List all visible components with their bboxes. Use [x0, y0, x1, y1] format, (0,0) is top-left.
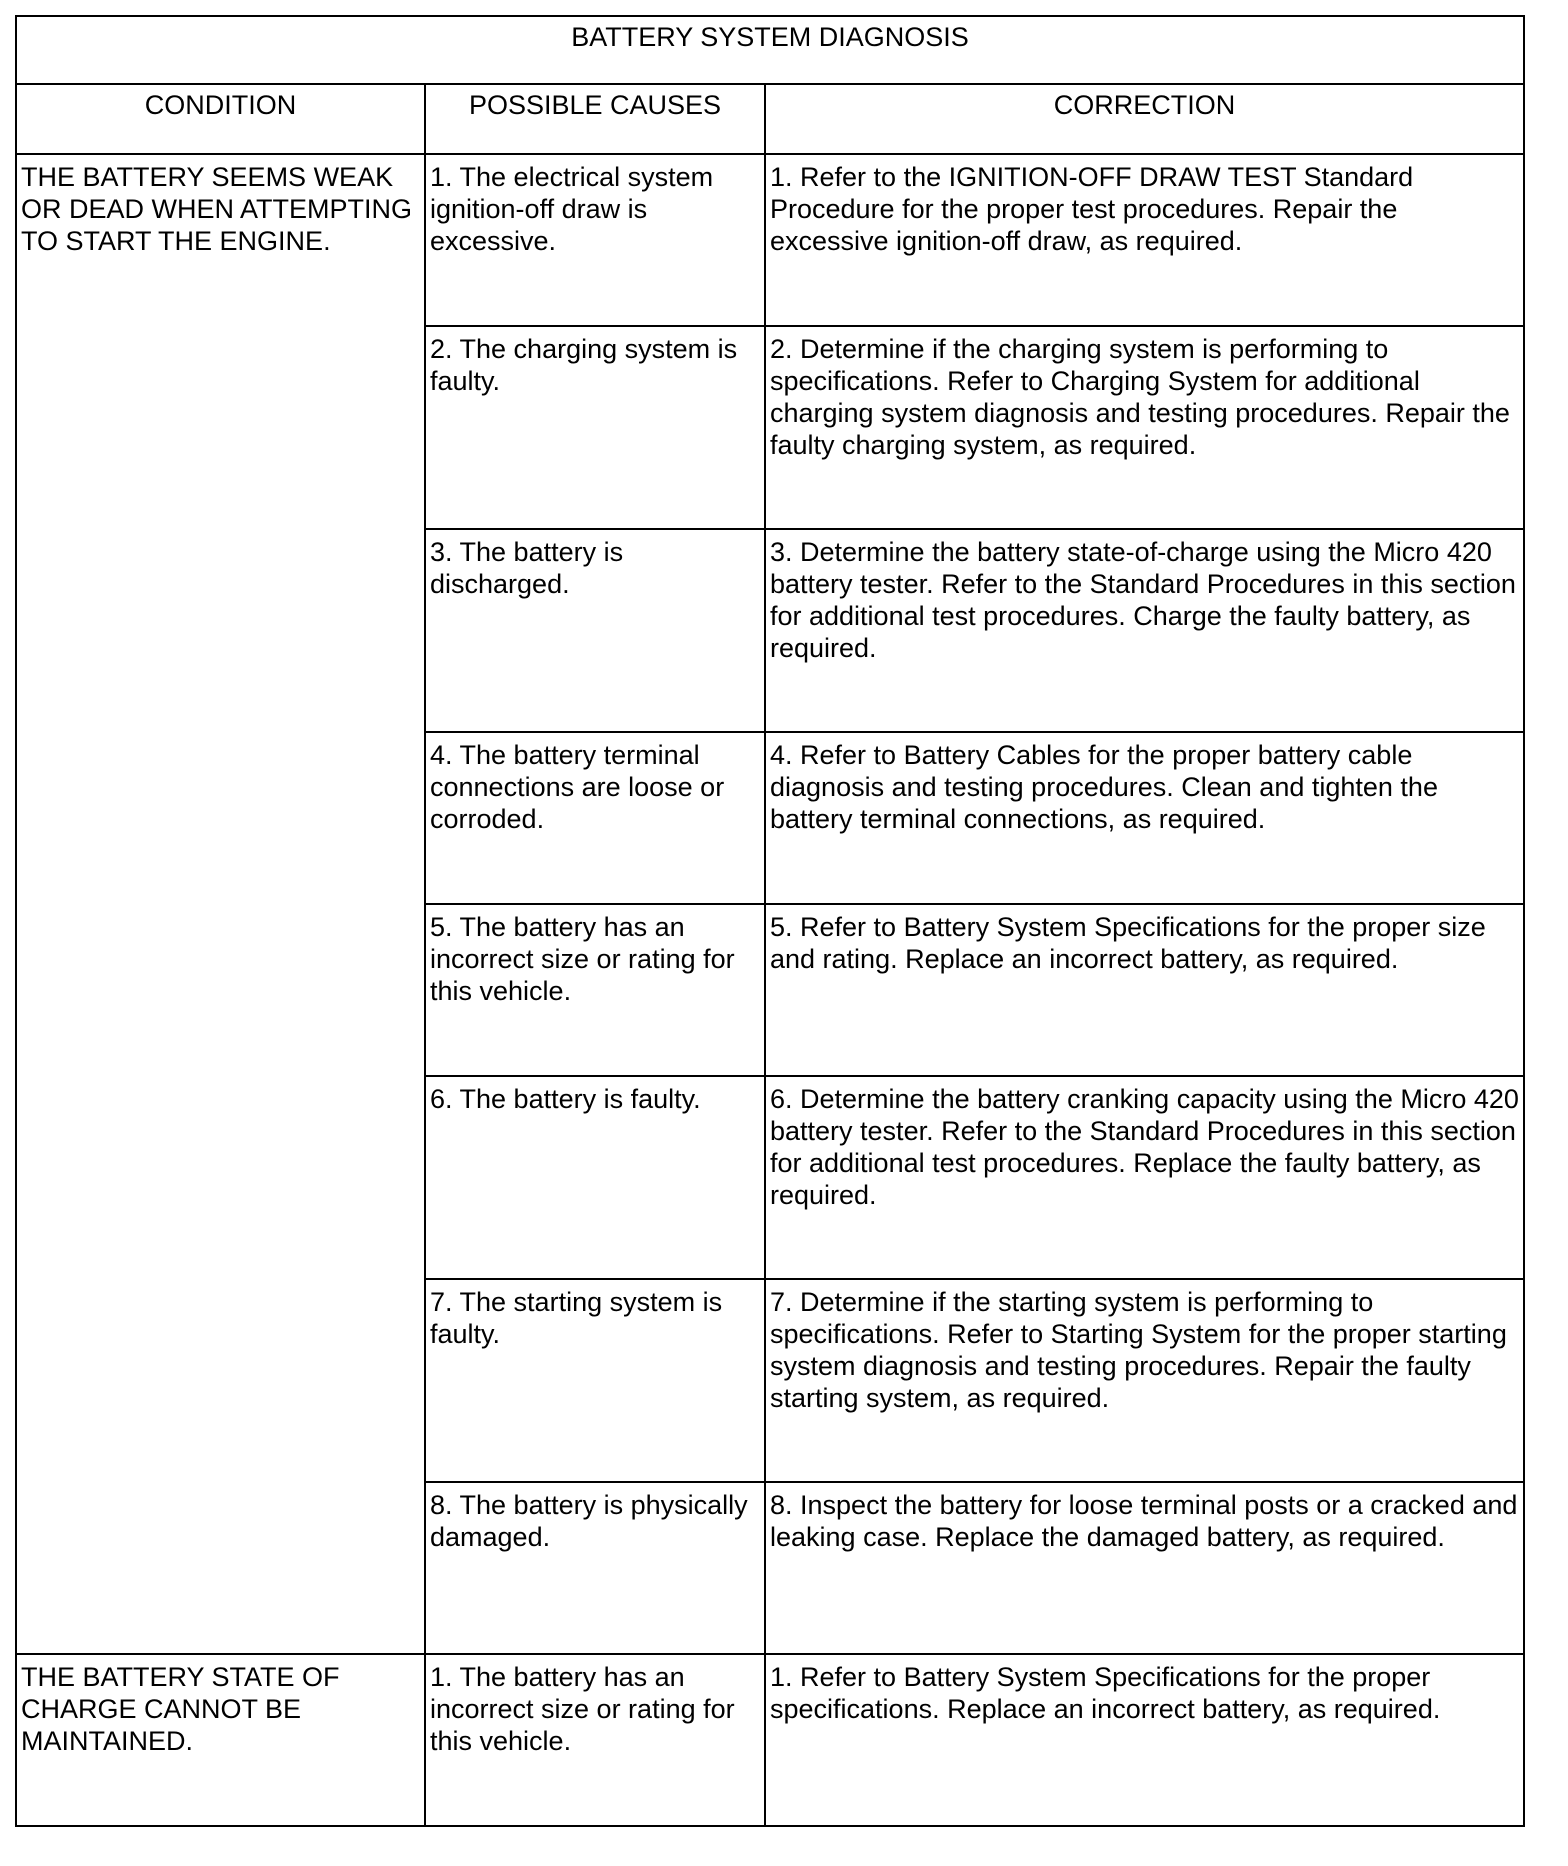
cause-cell: 6. The battery is faulty.: [425, 1076, 765, 1279]
header-condition: CONDITION: [16, 84, 425, 154]
correction-cell: 6. Determine the battery cranking capacity using the Micro 420 battery tester. Refer to the Standard Procedures in this section for additional test procedures. Replace the faulty battery, as required.: [765, 1076, 1524, 1279]
cause-cell: 2. The charging system is faulty.: [425, 326, 765, 529]
condition-cell: THE BATTERY SEEMS WEAK OR DEAD WHEN ATTEMPTING TO START THE ENGINE.: [16, 154, 425, 1654]
cause-cell: 1. The electrical system ignition-off draw is excessive.: [425, 154, 765, 326]
title-row: [16, 16, 1524, 84]
cause-cell: 5. The battery has an incorrect size or rating for this vehicle.: [425, 904, 765, 1076]
cause-cell: 3. The battery is discharged.: [425, 529, 765, 732]
correction-cell: 1. Refer to Battery System Specifications for the proper specifications. Replace an incorrect battery, as required.: [765, 1654, 1524, 1826]
correction-cell: 1. Refer to the IGNITION-OFF DRAW TEST Standard Procedure for the proper test procedures. Repair the excessive ignition-off draw, as required.: [765, 154, 1524, 326]
cause-cell: 7. The starting system is faulty.: [425, 1279, 765, 1482]
correction-cell: 4. Refer to Battery Cables for the proper battery cable diagnosis and testing procedures. Clean and tighten the battery terminal connections, as required.: [765, 732, 1524, 904]
cause-cell: 4. The battery terminal connections are loose or corroded.: [425, 732, 765, 904]
header-correction: CORRECTION: [765, 84, 1524, 154]
table-title: BATTERY SYSTEM DIAGNOSIS: [16, 16, 1524, 84]
correction-cell: 3. Determine the battery state-of-charge using the Micro 420 battery tester. Refer to the Standard Procedures in this section for additional test procedures. Charge the faulty battery, as required.: [765, 529, 1524, 732]
table-row: [16, 154, 1524, 326]
table-row: [16, 1654, 1524, 1826]
battery-diagnosis-table: [15, 15, 1525, 1827]
cause-cell: 8. The battery is physically damaged.: [425, 1482, 765, 1654]
correction-cell: 8. Inspect the battery for loose terminal posts or a cracked and leaking case. Replace the damaged battery, as required.: [765, 1482, 1524, 1654]
correction-cell: 2. Determine if the charging system is performing to specifications. Refer to Charging System for additional charging system diagnosis and testing procedures. Repair the faulty charging system, as required.: [765, 326, 1524, 529]
condition-cell: THE BATTERY STATE OF CHARGE CANNOT BE MAINTAINED.: [16, 1654, 425, 1826]
correction-cell: 7. Determine if the starting system is performing to specifications. Refer to Starting System for the proper starting system diagnosis and testing procedures. Repair the faulty starting system, as required.: [765, 1279, 1524, 1482]
header-row: [16, 84, 1524, 154]
correction-cell: 5. Refer to Battery System Specifications for the proper size and rating. Replace an incorrect battery, as required.: [765, 904, 1524, 1076]
cause-cell: 1. The battery has an incorrect size or rating for this vehicle.: [425, 1654, 765, 1826]
header-possible-causes: POSSIBLE CAUSES: [425, 84, 765, 154]
